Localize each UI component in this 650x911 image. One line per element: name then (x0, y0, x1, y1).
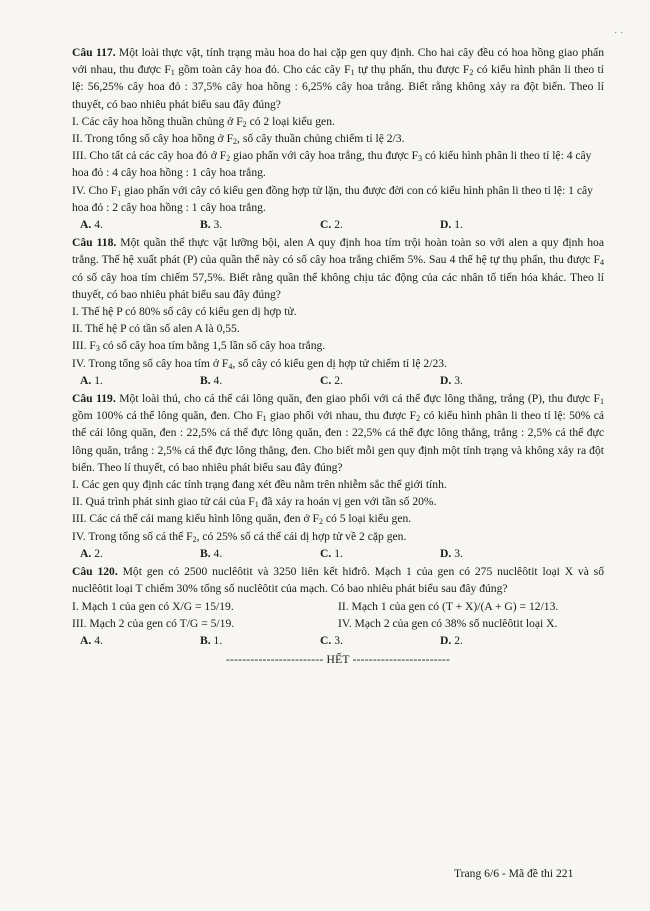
question-119-label: Câu 119. (72, 392, 116, 406)
q118-answer-b: B. 4. (200, 373, 223, 387)
q119-answer-d: D. 3. (440, 546, 463, 560)
question-120-stem (72, 563, 604, 597)
q117-statement: I. Các cây hoa hồng thuần chủng ở $F_2$ có 2 loại kiểu gen. (72, 114, 335, 129)
q117-answer-d: D. 1. (440, 218, 463, 232)
question-118-stem (72, 234, 604, 303)
q119-answer-b: B. 4. (200, 546, 223, 560)
q119-statement: II. Quá trình phát sinh giao tử cái của $F_1$ đã xảy ra hoán vị gen với tần số 20%. (72, 495, 437, 510)
q117-answer-c: C. 2. (320, 218, 343, 232)
question-117 (72, 44, 604, 233)
q120-statement: II. Mạch 1 của gen có (T + X)/(A + G) = 12/13. (338, 599, 559, 613)
question-117-stem (72, 44, 604, 113)
q117-answer-b: B. 3. (200, 218, 223, 232)
q120-statements-row-2 (72, 615, 604, 632)
q117-answers (72, 216, 604, 233)
q118-answers (72, 372, 604, 389)
exam-content (72, 44, 604, 668)
question-119 (72, 390, 604, 562)
q119-statement: IV. Trong tổng số cá thể $F_2$, có 25% số cá thể cái dị hợp tử về 2 cặp gen. (72, 529, 407, 544)
question-118-label: Câu 118. (72, 236, 117, 250)
q117-answer-a: A. 4. (80, 218, 103, 232)
q117-statement: IV. Cho $F_1$ giao phấn với cây có kiểu gen đồng hợp tử lặn, thu được đời con có kiểu hình phân li theo tỉ lệ: 1 cây hoa đỏ : 2 cây hoa hồng : 1 cây hoa trắng. (72, 183, 593, 214)
question-118-text: Một quần thể thực vật lưỡng bội, alen A quy định hoa tím trội hoàn toàn so với alen a quy định hoa trắng. Thế hệ xuất phát (P) của quần thể này có số cây hoa trắng chiếm 5%. Sau 4 thế hệ tự thụ phấn, thu được $F_4$ có số cây hoa tím chiếm 57,5%. Biết rằng quần thể không chịu tác động của các nhân tố tiến hóa khác. Theo lí thuyết, có bao nhiêu phát biểu sau đây đúng? (72, 236, 604, 301)
page-footer: Trang 6/6 - Mã đề thi 221 (454, 867, 574, 880)
q120-answer-b: B. 1. (200, 633, 223, 647)
q117-statement: III. Cho tất cả các cây hoa đỏ ở $F_2$ giao phấn với cây hoa trắng, thu được $F_3$ có kiểu hình phân li theo tỉ lệ: 4 cây hoa đỏ : 4 cây hoa hồng : 1 cây hoa trắng. (72, 149, 592, 180)
q118-statement: II. Thế hệ P có tần số alen A là 0,55. (72, 322, 240, 336)
q120-statement: III. Mạch 2 của gen có T/G = 5/19. (72, 616, 235, 630)
question-118 (72, 234, 604, 389)
question-120-text: Một gen có 2500 nuclêôtit và 3250 liên kết hiđrô. Mạch 1 của gen có 275 nuclêôtit loại X và số nuclêôtit loại T chiếm 30% tổng số nuclêôtit của mạch. Có bao nhiêu phát biểu sau đây đúng? (72, 565, 604, 596)
q119-answer-c: C. 1. (320, 546, 343, 560)
q118-answer-d: D. 3. (440, 373, 463, 387)
q120-answer-c: C. 3. (320, 633, 343, 647)
scan-marks: · · (614, 28, 624, 39)
question-119-stem (72, 390, 604, 476)
q119-statement: I. Các gen quy định các tính trạng đang xét đều nằm trên nhiễm sắc thể giới tính. (72, 478, 447, 492)
q120-answers (72, 632, 604, 649)
question-117-label: Câu 117. (72, 46, 116, 59)
q118-statement: IV. Trong tổng số cây hoa tím ở $F_4$, số cây có kiểu gen dị hợp tử chiếm tỉ lệ 2/23. (72, 356, 447, 371)
q118-statement: I. Thế hệ P có 80% số cây có kiểu gen dị hợp tử. (72, 305, 297, 319)
q120-statement: I. Mạch 1 của gen có X/G = 15/19. (72, 599, 234, 613)
question-120 (72, 563, 604, 649)
q119-answer-a: A. 2. (80, 546, 103, 560)
q120-answer-a: A. 4. (80, 633, 103, 647)
q120-answer-d: D. 2. (440, 633, 463, 647)
q117-statement: II. Trong tổng số cây hoa hồng ở $F_2$, số cây thuần chủng chiếm tỉ lệ 2/3. (72, 132, 405, 147)
q119-statement: III. Các cá thể cái mang kiểu hình lông quăn, đen ở $F_2$ có 5 loại kiểu gen. (72, 512, 412, 527)
end-marker: ------------------------ HẾT ------------------------ (225, 653, 451, 667)
q118-statement: III. $F_3$ có số cây hoa tím bằng 1,5 lần số cây hoa trắng. (72, 339, 326, 354)
q119-answers (72, 545, 604, 562)
q118-answer-a: A. 1. (80, 373, 103, 387)
question-120-label: Câu 120. (72, 565, 118, 579)
q120-statement: IV. Mạch 2 của gen có 38% số nuclêôtit loại X. (338, 616, 558, 630)
question-117-text: Một loài thực vật, tính trạng màu hoa do hai cặp gen quy định. Cho hai cây đều có hoa hồng giao phấn với nhau, thu được $F_1$ gồm toàn cây hoa đỏ. Cho các cây $F_1$ tự thụ phấn, thu được $F_2$ có kiểu hình phân li theo tỉ lệ: 56,25% cây hoa đỏ : 37,5% cây hoa hồng : 6,25% cây hoa trắng. Biết rằng không xảy ra đột biến. Theo lí thuyết, có bao nhiêu phát biểu sau đây đúng? (72, 46, 605, 111)
question-119-text: Một loài thú, cho cá thể cái lông quăn, đen giao phối với cá thể đực lông thẳng, trắng (P), thu được $F_1$ gồm 100% cá thể lông quăn, đen. Cho $F_1$ giao phối với nhau, thu được $F_2$ có kiểu hình phân li theo tỉ lệ: 50% cá thể cái lông quăn, đen : 22,5% cá thể đực lông quăn, đen : 22,5% cá thể đực lông thẳng, trắng : 2,5% cá thể đực lông quăn, trắng : 2,5% cá thể đực lông thẳng, đen. Cho biết mỗi gen quy định một tính trạng và không xảy ra đột biến. Theo lí thuyết, có bao nhiêu phát biểu sau đây đúng? (72, 392, 605, 474)
q120-statements-row-1 (72, 598, 604, 615)
q118-answer-c: C. 2. (320, 373, 343, 387)
